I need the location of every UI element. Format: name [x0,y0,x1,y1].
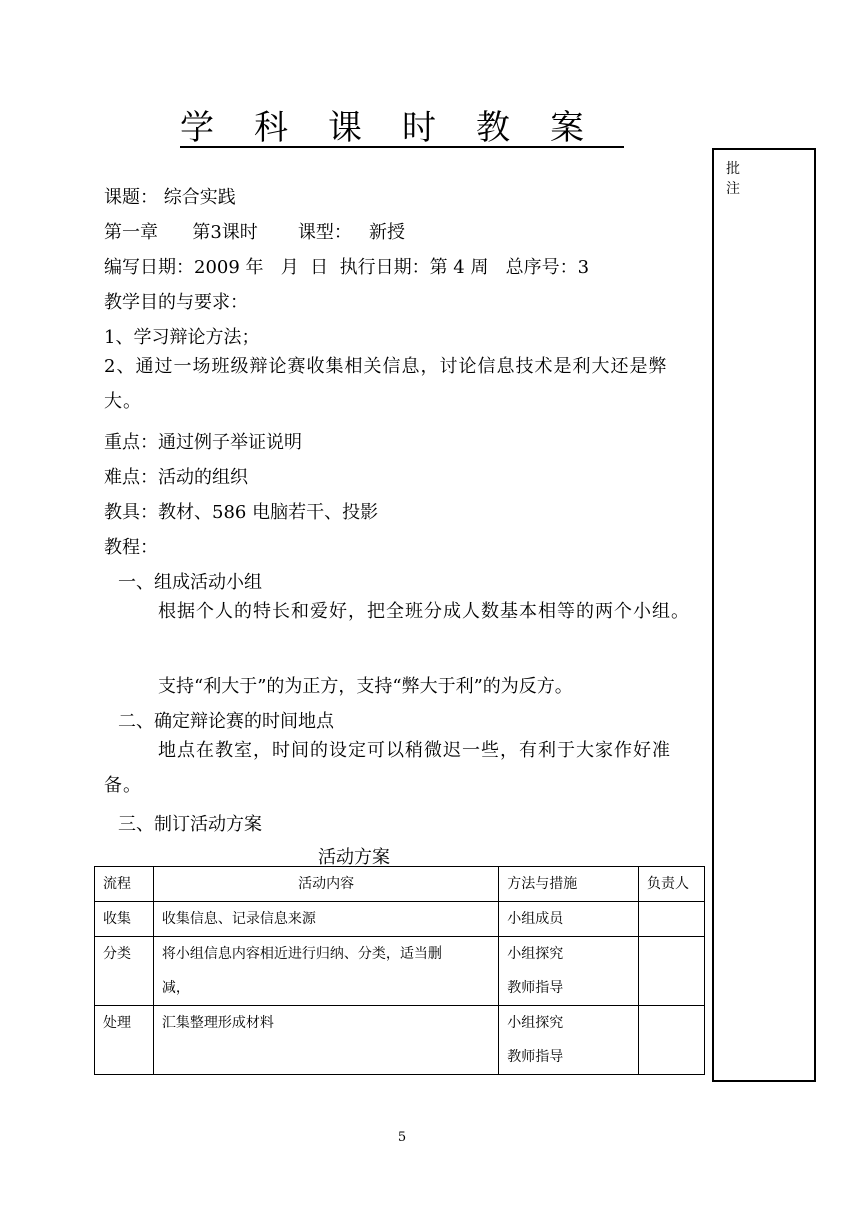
step2-text: 地点在教室，时间的设定可以稍微迟一些，有利于大家作好准备。 [104,740,671,796]
activity-plan-table [94,866,705,1075]
cell-content: 将小组信息内容相近进行归纳、分类，适当删减， [153,937,498,1006]
step1-text: 根据个人的特长和爱好，把全班分成人数基本相等的两个小组。 [158,601,690,622]
annotation-label: 批注 [726,161,776,197]
cell-owner [639,902,705,937]
subject-line: 课题： 综合实践 [104,187,236,208]
table-row [95,937,705,1006]
step2-heading: 二、确定辩论赛的时间地点 [118,711,334,732]
step1-heading: 一、组成活动小组 [118,572,262,593]
header-owner: 负责人 [639,867,705,902]
process-heading: 教程： [104,537,158,558]
cell-process: 收集 [95,902,154,937]
chapter-line: 第一章 第3课时 课型： 新授 [104,222,405,243]
header-method: 方法与措施 [499,867,639,902]
difficulty: 难点：活动的组织 [104,467,248,488]
table-title: 活动方案 [318,847,390,868]
cell-process: 处理 [95,1006,154,1075]
table-header-row [95,867,705,902]
objective-2: 2、通过一场班级辩论赛收集相关信息，讨论信息技术是利大还是弊大。 [104,356,668,412]
cell-method: 小组探究 教师指导 [499,1006,639,1075]
objectives-heading: 教学目的与要求： [104,292,248,313]
cell-process: 分类 [95,937,154,1006]
step3-heading: 三、制订活动方案 [118,814,262,835]
cell-method: 小组探究 教师指导 [499,937,639,1006]
page-number: 5 [397,1130,407,1145]
dates-line: 编写日期：2009 年 月 日 执行日期：第 4 周 总序号：3 [104,257,590,278]
objective-1: 1、学习辩论方法； [104,327,260,348]
header-content: 活动内容 [153,867,498,902]
cell-owner [639,937,705,1006]
cell-content: 汇集整理形成材料 [153,1006,498,1075]
table-row [95,1006,705,1075]
header-process: 流程 [95,867,154,902]
step1-text2: 支持“利大于”的为正方，支持“弊大于利”的为反方。 [158,676,573,697]
cell-method: 小组成员 [499,902,639,937]
key-point: 重点：通过例子举证说明 [104,432,302,453]
annotation-column [712,148,816,1082]
teaching-tools: 教具：教材、586 电脑若干、投影 [104,502,379,523]
table-row [95,902,705,937]
cell-content: 收集信息、记录信息来源 [153,902,498,937]
page-title: 学科课时教案 [180,108,624,148]
cell-owner [639,1006,705,1075]
